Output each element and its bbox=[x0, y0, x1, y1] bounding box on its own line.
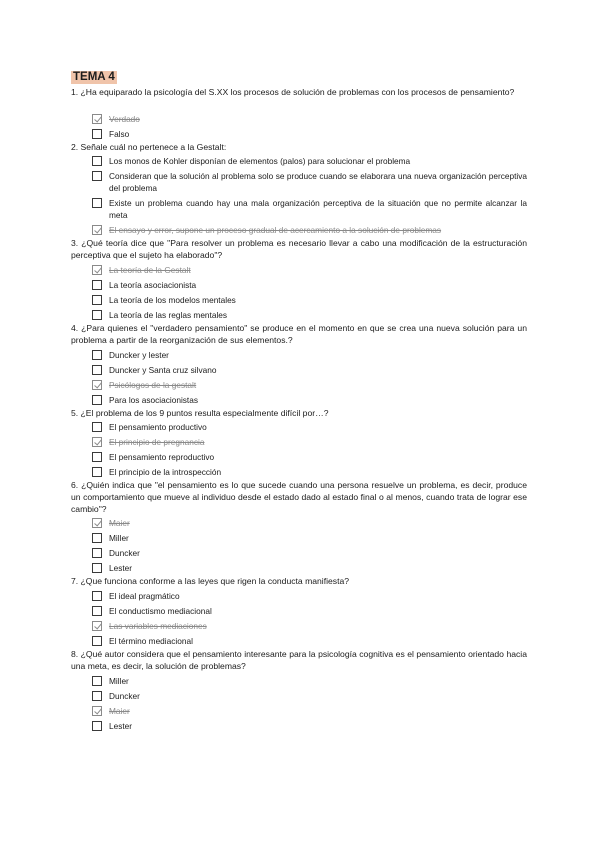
checkbox[interactable] bbox=[92, 310, 102, 320]
option-label: Consideran que la solución al problema solo se produce cuando se elaborara una nueva organización perceptiva del problema bbox=[109, 171, 527, 193]
checkbox[interactable] bbox=[92, 350, 102, 360]
checkbox[interactable] bbox=[92, 467, 102, 477]
option-label: Lester bbox=[109, 721, 133, 731]
option-label: Las variables mediaciones bbox=[109, 621, 207, 631]
option-label: El ideal pragmático bbox=[109, 591, 180, 601]
option-label: Maier bbox=[109, 706, 130, 716]
question-8-text: 8. ¿Qué autor considera que el pensamiento interesante para la psicología cognitiva es el pensamiento orientado hacia una meta, es decir, la solución de problemas? bbox=[71, 649, 527, 671]
checkbox[interactable] bbox=[92, 129, 102, 139]
option-label: El término mediacional bbox=[109, 636, 193, 646]
checked-checkbox[interactable] bbox=[92, 706, 102, 716]
checkbox[interactable] bbox=[92, 365, 102, 375]
checked-checkbox[interactable] bbox=[92, 380, 102, 390]
checkbox[interactable] bbox=[92, 533, 102, 543]
option-label: Duncker bbox=[109, 548, 140, 558]
option-label: El principio de la introspección bbox=[109, 467, 222, 477]
option-label: Para los asociacionistas bbox=[109, 395, 199, 405]
checkbox[interactable] bbox=[92, 548, 102, 558]
checked-checkbox[interactable] bbox=[92, 225, 102, 235]
checkbox[interactable] bbox=[92, 395, 102, 405]
checked-checkbox[interactable] bbox=[92, 114, 102, 124]
question-6-text: 6. ¿Quién indica que "el pensamiento es lo que sucede cuando una persona resuelve un problema, es decir, produce un comportamiento que mueve al individuo desde el estado dado al estado final o al menos, cuando trata de lograr ese cambio"? bbox=[71, 480, 527, 514]
option-label: El conductismo mediacional bbox=[109, 606, 212, 616]
question-4-text: 4. ¿Para quienes el "verdadero pensamiento" se produce en el momento en que se crea una nueva solución para un problema a partir de la reorganización de sus elementos.? bbox=[71, 323, 527, 345]
checkbox[interactable] bbox=[92, 636, 102, 646]
question-2-text: 2. Señale cuál no pertenece a la Gestalt: bbox=[71, 142, 227, 152]
option-label: La teoría asociacionista bbox=[109, 280, 197, 290]
option-label: Existe un problema cuando hay una mala organización perceptiva de la situación que no permite alcanzar la meta bbox=[109, 198, 527, 220]
checkbox[interactable] bbox=[92, 676, 102, 686]
checkbox[interactable] bbox=[92, 563, 102, 573]
checkbox[interactable] bbox=[92, 452, 102, 462]
checked-checkbox[interactable] bbox=[92, 437, 102, 447]
option-label: El ensayo y error, supone un proceso gradual de acercamiento a la solución de problemas bbox=[109, 225, 442, 235]
option-label: El pensamiento reproductivo bbox=[109, 452, 215, 462]
checkbox[interactable] bbox=[92, 721, 102, 731]
option-label: Los monos de Kohler disponían de elementos (palos) para solucionar el problema bbox=[109, 156, 411, 166]
checkbox[interactable] bbox=[92, 295, 102, 305]
option-label: Falso bbox=[109, 129, 130, 139]
option-label: Psicólogos de la gestalt bbox=[109, 380, 197, 390]
option-label: Verdado bbox=[109, 114, 140, 124]
option-label: La teoría de las reglas mentales bbox=[109, 310, 228, 320]
option-label: Maier bbox=[109, 518, 130, 528]
option-label: El principio de pregnancia bbox=[109, 437, 205, 447]
option-label: Lester bbox=[109, 563, 133, 573]
option-label: Miller bbox=[109, 676, 129, 686]
page-title: TEMA 4 bbox=[73, 71, 115, 83]
checked-checkbox[interactable] bbox=[92, 265, 102, 275]
checkbox[interactable] bbox=[92, 171, 102, 181]
checkbox[interactable] bbox=[92, 691, 102, 701]
checked-checkbox[interactable] bbox=[92, 518, 102, 528]
question-7-text: 7. ¿Que funciona conforme a las leyes que rigen la conducta manifiesta? bbox=[71, 576, 350, 586]
checkbox[interactable] bbox=[92, 198, 102, 208]
option-label: La teoría de la Gestalt bbox=[109, 265, 191, 275]
option-label: Duncker y lester bbox=[109, 350, 169, 360]
option-label: Miller bbox=[109, 533, 129, 543]
question-1-text: 1. ¿Ha equiparado la psicología del S.XX los procesos de solución de problemas con los procesos de pensamiento? bbox=[71, 87, 515, 97]
option-label: Duncker bbox=[109, 691, 140, 701]
option-label: La teoría de los modelos mentales bbox=[109, 295, 236, 305]
question-5-text: 5. ¿El problema de los 9 puntos resulta especialmente difícil por…? bbox=[71, 408, 329, 418]
checkbox[interactable] bbox=[92, 591, 102, 601]
checkbox[interactable] bbox=[92, 422, 102, 432]
checkbox[interactable] bbox=[92, 606, 102, 616]
checked-checkbox[interactable] bbox=[92, 621, 102, 631]
question-3-text: 3. ¿Qué teoría dice que "Para resolver un problema es necesario llevar a cabo una modificación de la estructuración perceptiva que el sujeto ha elaborado"? bbox=[71, 238, 527, 260]
checkbox[interactable] bbox=[92, 156, 102, 166]
option-label: El pensamiento productivo bbox=[109, 422, 207, 432]
checkbox[interactable] bbox=[92, 280, 102, 290]
option-label: Duncker y Santa cruz silvano bbox=[109, 365, 217, 375]
